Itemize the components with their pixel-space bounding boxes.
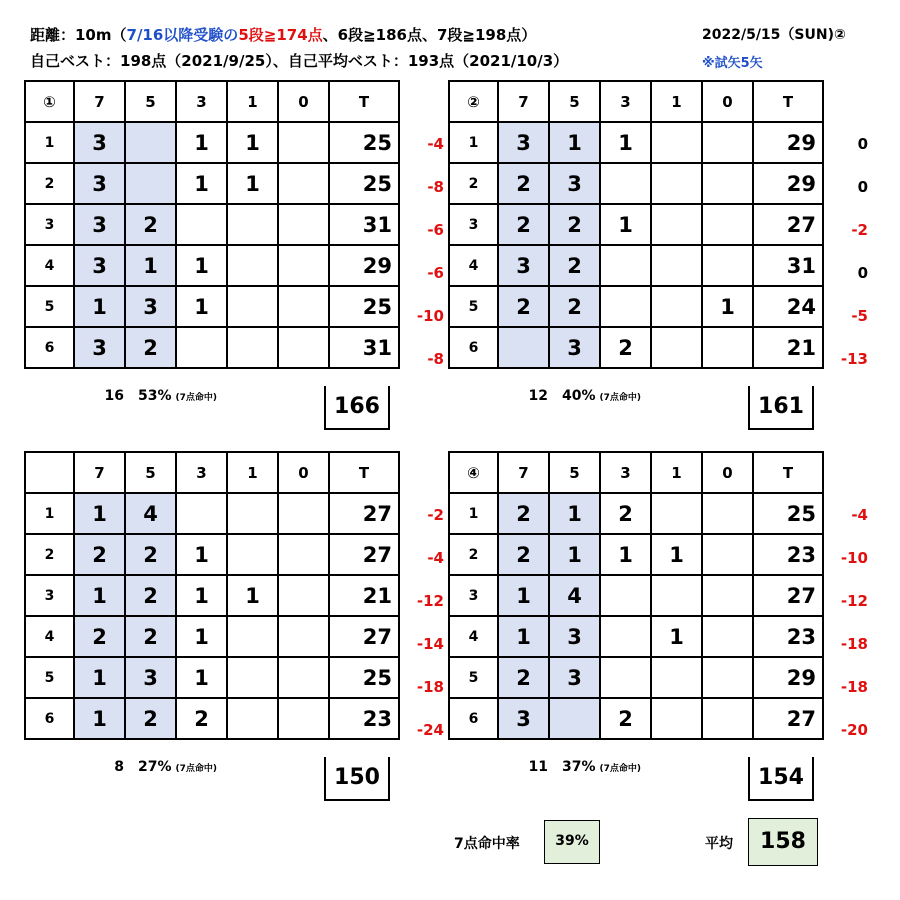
end-total: 31 xyxy=(329,204,399,245)
table-row xyxy=(25,163,399,204)
end-total: 23 xyxy=(753,616,823,657)
arrow-count-cell: 2 xyxy=(498,657,549,698)
arrow-count-cell xyxy=(651,657,702,698)
end-number: 4 xyxy=(25,245,74,286)
arrow-count-cell xyxy=(125,122,176,163)
arrow-count-cell: 1 xyxy=(600,534,651,575)
score-diff: -4 xyxy=(427,135,444,153)
seven-hit-percent: 37% xyxy=(562,759,596,775)
seven-hit-note: (7点命中) xyxy=(599,764,642,774)
arrow-count-cell: 1 xyxy=(549,534,600,575)
arrow-count-cell: 2 xyxy=(549,204,600,245)
arrow-count-cell: 2 xyxy=(600,698,651,739)
hit-rate-label: 7点命中率 xyxy=(454,836,520,852)
end-number: 4 xyxy=(449,245,498,286)
column-header-total: T xyxy=(329,452,399,493)
arrow-count-cell: 1 xyxy=(176,575,227,616)
arrow-count-cell: 1 xyxy=(227,122,278,163)
end-total: 27 xyxy=(329,493,399,534)
end-number: 5 xyxy=(449,657,498,698)
exam-date-note: 7/16以降受験の xyxy=(126,26,239,44)
arrow-count-cell: 2 xyxy=(125,204,176,245)
arrow-count-cell xyxy=(278,575,329,616)
end-number: 3 xyxy=(449,575,498,616)
arrow-count-cell xyxy=(278,327,329,368)
end-number: 5 xyxy=(25,286,74,327)
arrow-count-cell: 1 xyxy=(176,534,227,575)
column-header: 0 xyxy=(278,452,329,493)
practice-arrows-note: ※試矢5矢 xyxy=(702,56,763,71)
end-number: 2 xyxy=(25,163,74,204)
seven-hit-count: 16 xyxy=(104,388,124,404)
arrow-count-cell xyxy=(278,493,329,534)
round-block xyxy=(24,80,444,470)
dan5-requirement: 5段≧174点 xyxy=(238,26,323,44)
round-label: ① xyxy=(25,81,74,122)
arrow-count-cell: 1 xyxy=(549,493,600,534)
table-header-row xyxy=(449,452,823,493)
round-total: 166 xyxy=(324,386,390,430)
round-total: 154 xyxy=(748,757,814,801)
hit-summary xyxy=(508,388,641,404)
arrow-count-cell: 1 xyxy=(227,163,278,204)
table-row xyxy=(25,204,399,245)
arrow-count-cell xyxy=(278,657,329,698)
table-header-row xyxy=(449,81,823,122)
arrow-count-cell: 2 xyxy=(498,286,549,327)
arrow-count-cell xyxy=(227,657,278,698)
end-number: 1 xyxy=(449,493,498,534)
end-total: 25 xyxy=(329,286,399,327)
average-label: 平均 xyxy=(705,836,733,852)
arrow-count-cell xyxy=(278,122,329,163)
end-total: 31 xyxy=(329,327,399,368)
arrow-count-cell: 2 xyxy=(74,616,125,657)
hit-rate-value: 39% xyxy=(544,820,600,864)
score-diff: -13 xyxy=(840,350,868,368)
arrow-count-cell: 2 xyxy=(125,327,176,368)
end-number: 1 xyxy=(25,493,74,534)
score-diff: -24 xyxy=(416,721,444,739)
arrow-count-cell: 4 xyxy=(125,493,176,534)
arrow-count-cell: 3 xyxy=(549,163,600,204)
arrow-count-cell xyxy=(176,493,227,534)
diff-column xyxy=(820,494,868,752)
score-diff: -2 xyxy=(851,221,868,239)
diff-column xyxy=(396,123,444,381)
arrow-count-cell xyxy=(227,534,278,575)
arrow-count-cell xyxy=(278,286,329,327)
table-row xyxy=(449,327,823,368)
arrow-count-cell: 2 xyxy=(176,698,227,739)
arrow-count-cell: 1 xyxy=(702,286,753,327)
arrow-count-cell xyxy=(651,204,702,245)
average-score: 158 xyxy=(748,818,818,866)
table-header-row xyxy=(25,452,399,493)
arrow-count-cell xyxy=(278,616,329,657)
table-row xyxy=(25,657,399,698)
arrow-count-cell xyxy=(651,286,702,327)
round-label: ② xyxy=(449,81,498,122)
arrow-count-cell: 3 xyxy=(74,327,125,368)
header-line-1 xyxy=(30,24,536,45)
column-header: 1 xyxy=(227,81,278,122)
arrow-count-cell: 3 xyxy=(549,616,600,657)
arrow-count-cell xyxy=(651,163,702,204)
arrow-count-cell: 2 xyxy=(549,245,600,286)
table-row xyxy=(25,286,399,327)
arrow-count-cell: 1 xyxy=(549,122,600,163)
table-row xyxy=(25,534,399,575)
hit-summary xyxy=(84,759,217,775)
round-block xyxy=(448,80,868,470)
table-row xyxy=(449,493,823,534)
end-number: 6 xyxy=(25,698,74,739)
end-number: 1 xyxy=(449,122,498,163)
column-header: 3 xyxy=(176,452,227,493)
table-row xyxy=(25,327,399,368)
header-line-2: 自己ベスト：198点（2021/9/25）、自己平均ベスト：193点（2021/10/3） xyxy=(30,52,569,70)
score-diff: -4 xyxy=(427,549,444,567)
column-header: 3 xyxy=(600,81,651,122)
arrow-count-cell: 2 xyxy=(125,698,176,739)
column-header: 0 xyxy=(702,452,753,493)
arrow-count-cell: 1 xyxy=(176,122,227,163)
arrow-count-cell xyxy=(702,698,753,739)
session-date: 2022/5/15（SUN)② xyxy=(702,27,846,43)
end-total: 27 xyxy=(329,534,399,575)
end-number: 1 xyxy=(25,122,74,163)
column-header-total: T xyxy=(329,81,399,122)
end-total: 27 xyxy=(329,616,399,657)
seven-hit-note: (7点命中) xyxy=(175,764,218,774)
end-number: 5 xyxy=(25,657,74,698)
arrow-count-cell xyxy=(227,616,278,657)
column-header: 7 xyxy=(74,452,125,493)
arrow-count-cell xyxy=(227,327,278,368)
table-row xyxy=(449,286,823,327)
score-diff: -5 xyxy=(851,307,868,325)
arrow-count-cell xyxy=(651,698,702,739)
arrow-count-cell: 4 xyxy=(549,575,600,616)
arrow-count-cell: 1 xyxy=(227,575,278,616)
round-total: 150 xyxy=(324,757,390,801)
arrow-count-cell: 1 xyxy=(125,245,176,286)
arrow-count-cell: 3 xyxy=(549,327,600,368)
arrow-count-cell xyxy=(651,245,702,286)
seven-hit-percent: 27% xyxy=(138,759,172,775)
seven-hit-count: 11 xyxy=(528,759,548,775)
seven-hit-note: (7点命中) xyxy=(175,393,218,403)
column-header: 0 xyxy=(702,81,753,122)
round-block xyxy=(448,451,868,841)
arrow-count-cell: 1 xyxy=(74,657,125,698)
column-header-total: T xyxy=(753,452,823,493)
column-header: 7 xyxy=(498,81,549,122)
column-header: 7 xyxy=(74,81,125,122)
round-label: ④ xyxy=(449,452,498,493)
score-diff: -12 xyxy=(840,592,868,610)
arrow-count-cell xyxy=(278,534,329,575)
arrow-count-cell xyxy=(702,245,753,286)
arrow-count-cell xyxy=(278,204,329,245)
score-diff: -6 xyxy=(427,221,444,239)
arrow-count-cell xyxy=(125,163,176,204)
column-header: 5 xyxy=(125,81,176,122)
arrow-count-cell xyxy=(600,657,651,698)
arrow-count-cell: 2 xyxy=(600,327,651,368)
end-total: 21 xyxy=(753,327,823,368)
arrow-count-cell xyxy=(702,657,753,698)
dan-requirements: 、6段≧186点、7段≧198点） xyxy=(322,26,537,44)
end-total: 25 xyxy=(329,163,399,204)
arrow-count-cell: 3 xyxy=(74,245,125,286)
arrow-count-cell: 1 xyxy=(74,493,125,534)
end-total: 27 xyxy=(753,204,823,245)
table-row xyxy=(449,122,823,163)
arrow-count-cell xyxy=(702,204,753,245)
seven-hit-count: 12 xyxy=(528,388,548,404)
seven-hit-count: 8 xyxy=(114,759,124,775)
table-row xyxy=(25,122,399,163)
table-row xyxy=(449,616,823,657)
diff-column xyxy=(396,494,444,752)
hit-summary xyxy=(508,759,641,775)
arrow-count-cell xyxy=(702,575,753,616)
arrow-count-cell: 1 xyxy=(74,698,125,739)
table-row xyxy=(449,534,823,575)
end-number: 6 xyxy=(449,698,498,739)
arrow-count-cell: 3 xyxy=(498,245,549,286)
column-header: 1 xyxy=(651,81,702,122)
end-total: 25 xyxy=(753,493,823,534)
arrow-count-cell: 2 xyxy=(600,493,651,534)
arrow-count-cell xyxy=(702,493,753,534)
end-total: 29 xyxy=(753,657,823,698)
end-total: 29 xyxy=(753,122,823,163)
seven-hit-percent: 53% xyxy=(138,388,172,404)
table-row xyxy=(25,245,399,286)
seven-hit-percent: 40% xyxy=(562,388,596,404)
score-table xyxy=(24,80,400,369)
seven-hit-note: (7点命中) xyxy=(599,393,642,403)
arrow-count-cell xyxy=(549,698,600,739)
arrow-count-cell xyxy=(651,575,702,616)
score-diff: -18 xyxy=(840,678,868,696)
end-total: 23 xyxy=(753,534,823,575)
arrow-count-cell xyxy=(600,616,651,657)
score-diff: -10 xyxy=(416,307,444,325)
arrow-count-cell: 1 xyxy=(176,616,227,657)
end-total: 21 xyxy=(329,575,399,616)
table-row xyxy=(25,493,399,534)
score-diff: -18 xyxy=(416,678,444,696)
end-number: 6 xyxy=(449,327,498,368)
end-total: 23 xyxy=(329,698,399,739)
score-diff: -8 xyxy=(427,350,444,368)
table-row xyxy=(449,575,823,616)
end-total: 27 xyxy=(753,698,823,739)
table-row xyxy=(449,698,823,739)
arrow-count-cell xyxy=(227,493,278,534)
diff-column xyxy=(820,123,868,381)
end-total: 29 xyxy=(329,245,399,286)
end-number: 3 xyxy=(449,204,498,245)
end-total: 29 xyxy=(753,163,823,204)
column-header: 3 xyxy=(600,452,651,493)
score-diff: -12 xyxy=(416,592,444,610)
end-total: 27 xyxy=(753,575,823,616)
end-number: 2 xyxy=(25,534,74,575)
end-number: 4 xyxy=(449,616,498,657)
arrow-count-cell: 1 xyxy=(600,204,651,245)
arrow-count-cell xyxy=(600,575,651,616)
end-number: 6 xyxy=(25,327,74,368)
score-diff: -4 xyxy=(851,506,868,524)
arrow-count-cell xyxy=(702,534,753,575)
arrow-count-cell xyxy=(651,327,702,368)
arrow-count-cell xyxy=(702,122,753,163)
score-diff: -6 xyxy=(427,264,444,282)
end-number: 2 xyxy=(449,534,498,575)
arrow-count-cell: 1 xyxy=(498,575,549,616)
arrow-count-cell: 3 xyxy=(74,204,125,245)
arrow-count-cell xyxy=(227,245,278,286)
table-row xyxy=(449,163,823,204)
arrow-count-cell: 2 xyxy=(498,534,549,575)
round-block xyxy=(24,451,444,841)
score-table xyxy=(448,451,824,740)
table-row xyxy=(25,698,399,739)
arrow-count-cell: 2 xyxy=(498,163,549,204)
column-header: 5 xyxy=(549,452,600,493)
table-header-row xyxy=(25,81,399,122)
arrow-count-cell: 2 xyxy=(125,534,176,575)
score-diff: 0 xyxy=(857,135,868,153)
score-diff: -14 xyxy=(416,635,444,653)
arrow-count-cell xyxy=(176,204,227,245)
arrow-count-cell: 2 xyxy=(498,204,549,245)
end-total: 24 xyxy=(753,286,823,327)
arrow-count-cell xyxy=(651,493,702,534)
column-header: 5 xyxy=(549,81,600,122)
score-diff: -8 xyxy=(427,178,444,196)
end-number: 3 xyxy=(25,575,74,616)
column-header-total: T xyxy=(753,81,823,122)
hit-summary xyxy=(84,388,217,404)
arrow-count-cell xyxy=(702,616,753,657)
column-header: 3 xyxy=(176,81,227,122)
arrow-count-cell: 2 xyxy=(125,575,176,616)
score-table xyxy=(24,451,400,740)
arrow-count-cell xyxy=(651,122,702,163)
arrow-count-cell: 1 xyxy=(651,534,702,575)
end-total: 25 xyxy=(329,657,399,698)
table-row xyxy=(25,575,399,616)
arrow-count-cell: 3 xyxy=(549,657,600,698)
arrow-count-cell: 3 xyxy=(74,122,125,163)
end-total: 31 xyxy=(753,245,823,286)
score-diff: -10 xyxy=(840,549,868,567)
arrow-count-cell: 2 xyxy=(74,534,125,575)
score-diff: -2 xyxy=(427,506,444,524)
table-row xyxy=(449,657,823,698)
score-diff: 0 xyxy=(857,178,868,196)
arrow-count-cell xyxy=(227,204,278,245)
arrow-count-cell xyxy=(278,245,329,286)
arrow-count-cell: 3 xyxy=(125,286,176,327)
table-row xyxy=(449,204,823,245)
arrow-count-cell xyxy=(498,327,549,368)
distance-label: 距離：10m（ xyxy=(30,26,127,44)
arrow-count-cell: 1 xyxy=(176,657,227,698)
score-diff: -20 xyxy=(840,721,868,739)
column-header: 7 xyxy=(498,452,549,493)
end-number: 4 xyxy=(25,616,74,657)
arrow-count-cell: 3 xyxy=(125,657,176,698)
arrow-count-cell xyxy=(278,163,329,204)
arrow-count-cell: 1 xyxy=(176,163,227,204)
arrow-count-cell: 2 xyxy=(549,286,600,327)
arrow-count-cell xyxy=(278,698,329,739)
arrow-count-cell: 1 xyxy=(600,122,651,163)
arrow-count-cell xyxy=(702,163,753,204)
arrow-count-cell: 1 xyxy=(176,245,227,286)
arrow-count-cell: 1 xyxy=(651,616,702,657)
score-diff: 0 xyxy=(857,264,868,282)
arrow-count-cell: 1 xyxy=(498,616,549,657)
arrow-count-cell: 2 xyxy=(498,493,549,534)
column-header: 5 xyxy=(125,452,176,493)
column-header: 1 xyxy=(227,452,278,493)
column-header: 0 xyxy=(278,81,329,122)
table-row xyxy=(25,616,399,657)
end-number: 3 xyxy=(25,204,74,245)
arrow-count-cell: 3 xyxy=(498,122,549,163)
table-row xyxy=(449,245,823,286)
score-table xyxy=(448,80,824,369)
arrow-count-cell xyxy=(600,245,651,286)
arrow-count-cell xyxy=(600,286,651,327)
arrow-count-cell: 2 xyxy=(125,616,176,657)
arrow-count-cell: 1 xyxy=(176,286,227,327)
score-diff: -18 xyxy=(840,635,868,653)
end-total: 25 xyxy=(329,122,399,163)
arrow-count-cell xyxy=(600,163,651,204)
arrow-count-cell: 3 xyxy=(498,698,549,739)
round-label xyxy=(25,452,74,493)
arrow-count-cell xyxy=(176,327,227,368)
end-number: 5 xyxy=(449,286,498,327)
arrow-count-cell xyxy=(227,286,278,327)
round-total: 161 xyxy=(748,386,814,430)
arrow-count-cell: 1 xyxy=(74,286,125,327)
arrow-count-cell: 1 xyxy=(74,575,125,616)
column-header: 1 xyxy=(651,452,702,493)
arrow-count-cell xyxy=(227,698,278,739)
arrow-count-cell: 3 xyxy=(74,163,125,204)
end-number: 2 xyxy=(449,163,498,204)
arrow-count-cell xyxy=(702,327,753,368)
